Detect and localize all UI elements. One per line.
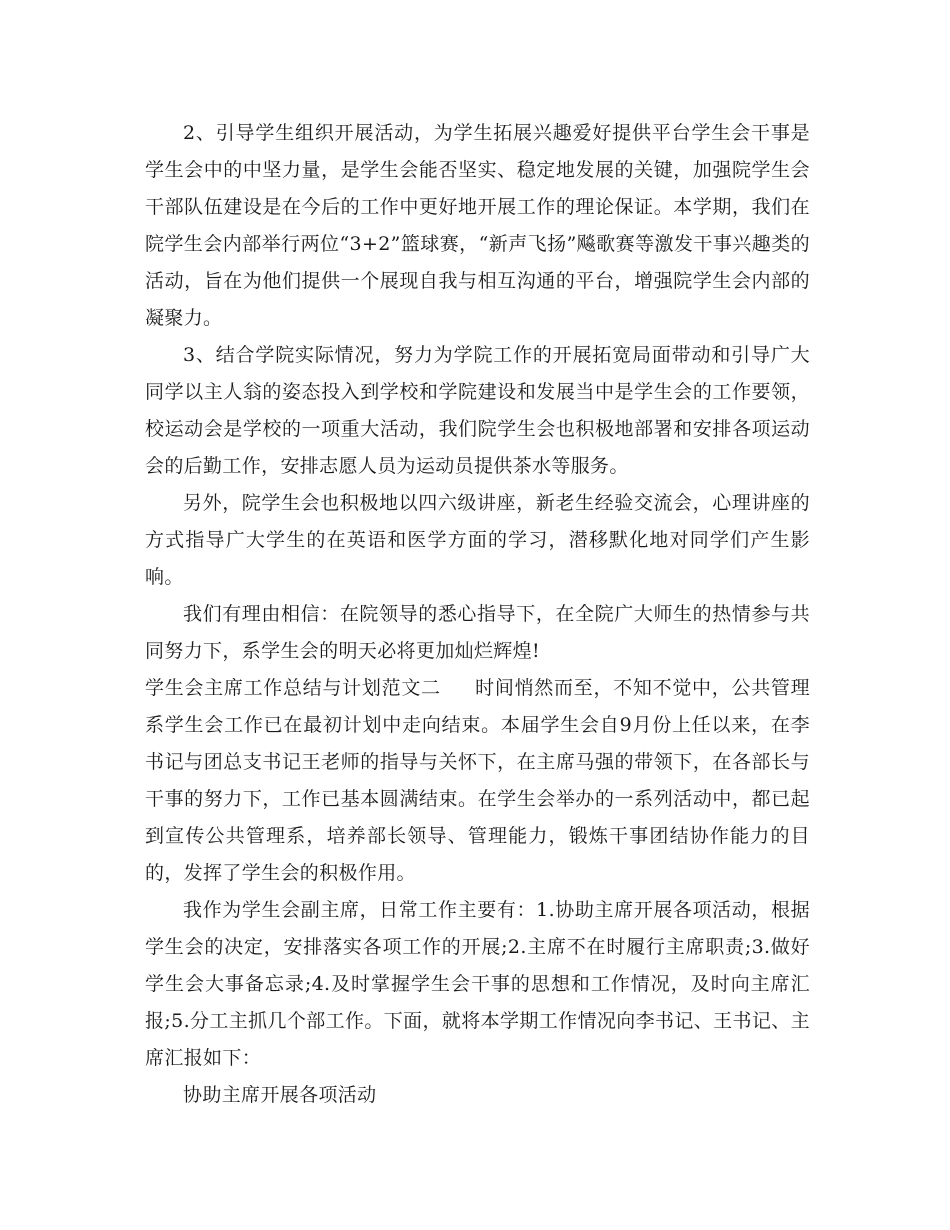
section-body: 时间悄然而至，不知不觉中，公共管理系学生会工作已在最初计划中走向结束。本届学生会自9月份上任以来，在李书记与团总支书记王老师的指导与关怀下，在主席马强的带领下，在各部长与干事的努力下，工作已基本圆满结束。在学生会举办的一系列活动中，都已起到宣传公共管理系，培养部长领导、管理能力，锻炼干事团结协作能力的目的，发挥了学生会的积极作用。 [145,677,810,884]
document-body [145,115,810,1114]
subheading: 协助主席开展各项活动 [183,1084,377,1106]
paragraph-duties: 我作为学生会副主席，日常工作主要有：1.协助主席开展各项活动，根据学生会的决定，安排落实各项工作的开展;2.主席不在时履行主席职责;3.做好学生会大事备忘录;4.及时掌握学生会干事的思想和工作情况，及时向主席汇报;5.分工主抓几个部工作。下面，就将本学期工作情况向李书记、王书记、主席汇报如下： [145,899,810,1069]
paragraph-lectures: 另外，院学生会也积极地以四六级讲座，新老生经验交流会，心理讲座的方式指导广大学生的在英语和医学方面的学习，潜移默化地对同学们产生影响。 [145,492,810,588]
paragraph-item-3: 3、结合学院实际情况，努力为学院工作的开展拓宽局面带动和引导广大同学以主人翁的姿态投入到学校和学院建设和发展当中是学生会的工作要领，校运动会是学校的一项重大活动，我们院学生会也积极地部署和安排各项运动会的后勤工作，安排志愿人员为运动员提供茶水等服务。 [145,344,810,477]
section-title: 学生会主席工作总结与计划范文二 [145,677,441,699]
paragraph-item-2: 2、引导学生组织开展活动，为学生拓展兴趣爱好提供平台学生会干事是学生会中的中坚力量，是学生会能否坚实、稳定地发展的关键，加强院学生会干部队伍建设是在今后的工作中更好地开展工作的理论保证。本学期，我们在院学生会内部举行两位“3+2”篮球赛，“新声飞扬”飚歌赛等激发干事兴趣类的活动，旨在为他们提供一个展现自我与相互沟通的平台，增强院学生会内部的凝聚力。 [145,122,810,329]
section-paragraph [145,670,810,892]
paragraph-conclusion: 我们有理由相信：在院领导的悉心指导下，在全院广大师生的热情参与共同努力下，系学生会的明天必将更加灿烂辉煌! [145,603,810,662]
